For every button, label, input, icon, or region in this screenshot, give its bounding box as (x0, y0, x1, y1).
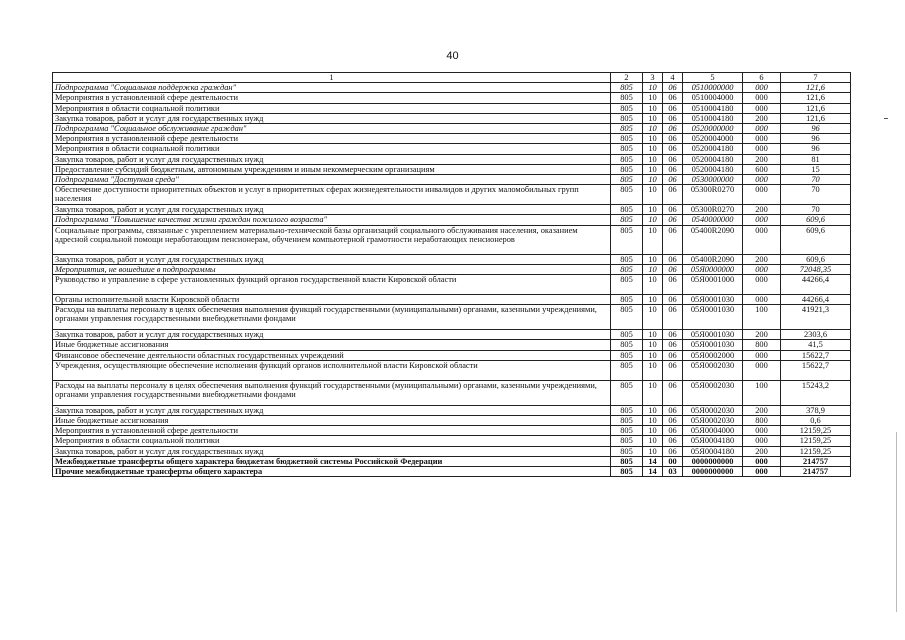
row-expense-type-cell: 000 (743, 175, 781, 185)
row-target-cell: 05Я0002030 (683, 416, 743, 426)
row-subsection-cell: 00 (663, 456, 683, 466)
row-code-cell: 805 (611, 225, 643, 254)
row-code-cell: 805 (611, 405, 643, 415)
row-subsection-cell: 06 (663, 446, 683, 456)
row-expense-type-cell: 100 (743, 380, 781, 405)
row-name-cell: Мероприятия в установленной сфере деятельности (53, 134, 611, 144)
row-section-cell: 10 (643, 360, 663, 380)
row-subsection-cell: 06 (663, 215, 683, 225)
row-amount-cell: 214757 (781, 467, 851, 477)
scan-edge-line (896, 432, 897, 612)
row-expense-type-cell: 000 (743, 185, 781, 205)
row-target-cell: 05300R0270 (683, 185, 743, 205)
row-code-cell: 805 (611, 144, 643, 154)
row-code-cell: 805 (611, 164, 643, 174)
row-code-cell: 805 (611, 254, 643, 264)
table-row (53, 113, 851, 123)
row-section-cell: 10 (643, 426, 663, 436)
row-target-cell: 05Я0001030 (683, 330, 743, 340)
row-name-cell: Иные бюджетные ассигнования (53, 416, 611, 426)
row-amount-cell: 0,6 (781, 416, 851, 426)
row-expense-type-cell: 800 (743, 340, 781, 350)
row-target-cell: 05Я0002030 (683, 360, 743, 380)
row-section-cell: 14 (643, 456, 663, 466)
row-name-cell: Закупка товаров, работ и услуг для государственных нужд (53, 205, 611, 215)
table-row (53, 205, 851, 215)
row-section-cell: 14 (643, 467, 663, 477)
row-code-cell: 805 (611, 205, 643, 215)
row-target-cell: 0510004180 (683, 113, 743, 123)
row-target-cell: 0000000000 (683, 456, 743, 466)
row-code-cell: 805 (611, 416, 643, 426)
row-expense-type-cell: 200 (743, 446, 781, 456)
row-section-cell: 10 (643, 405, 663, 415)
row-expense-type-cell: 000 (743, 103, 781, 113)
row-target-cell: 0510004000 (683, 93, 743, 103)
row-code-cell: 805 (611, 467, 643, 477)
row-name-cell: Закупка товаров, работ и услуг для государственных нужд (53, 154, 611, 164)
row-target-cell: 05400R2090 (683, 254, 743, 264)
row-name-cell: Закупка товаров, работ и услуг для государственных нужд (53, 330, 611, 340)
row-target-cell: 05300R0270 (683, 205, 743, 215)
row-name-cell: Иные бюджетные ассигнования (53, 340, 611, 350)
row-expense-type-cell: 000 (743, 275, 781, 295)
row-amount-cell: 41921,3 (781, 305, 851, 330)
row-expense-type-cell: 000 (743, 360, 781, 380)
table-row (53, 185, 851, 205)
row-name-cell: Закупка товаров, работ и услуг для государственных нужд (53, 405, 611, 415)
row-section-cell: 10 (643, 134, 663, 144)
row-amount-cell: 96 (781, 134, 851, 144)
row-amount-cell: 70 (781, 185, 851, 205)
row-expense-type-cell: 100 (743, 305, 781, 330)
row-section-cell: 10 (643, 340, 663, 350)
row-section-cell: 10 (643, 350, 663, 360)
row-amount-cell: 609,6 (781, 215, 851, 225)
row-subsection-cell: 06 (663, 154, 683, 164)
row-section-cell: 10 (643, 305, 663, 330)
row-name-cell: Расходы на выплаты персоналу в целях обеспечения выполнения функций государственными (муниципальными) органами, казенными учреждениями, органами управления государственными внебюджетными фондами (53, 305, 611, 330)
row-name-cell: Мероприятия, не вошедшие в подпрограммы (53, 264, 611, 274)
row-section-cell: 10 (643, 254, 663, 264)
page-number: 40 (446, 50, 459, 62)
row-target-cell: 0510004180 (683, 103, 743, 113)
row-section-cell: 10 (643, 103, 663, 113)
row-code-cell: 805 (611, 134, 643, 144)
row-subsection-cell: 06 (663, 113, 683, 123)
row-amount-cell: 96 (781, 144, 851, 154)
row-section-cell: 10 (643, 164, 663, 174)
row-amount-cell: 378,9 (781, 405, 851, 415)
row-subsection-cell: 06 (663, 225, 683, 254)
row-expense-type-cell: 600 (743, 164, 781, 174)
row-subsection-cell: 06 (663, 275, 683, 295)
table-row (53, 225, 851, 254)
header-cell: 1 (53, 73, 611, 83)
table-row (53, 215, 851, 225)
row-subsection-cell: 06 (663, 83, 683, 93)
row-name-cell: Расходы на выплаты персоналу в целях обеспечения выполнения функций государственными (муниципальными) органами, казенными учреждениями, органами управления государственными внебюджетными фондами (53, 380, 611, 405)
table-row (53, 360, 851, 380)
row-subsection-cell: 06 (663, 426, 683, 436)
row-expense-type-cell: 000 (743, 295, 781, 305)
row-name-cell: Закупка товаров, работ и услуг для государственных нужд (53, 254, 611, 264)
row-code-cell: 805 (611, 175, 643, 185)
row-amount-cell: 121,6 (781, 113, 851, 123)
row-amount-cell: 44266,4 (781, 275, 851, 295)
row-expense-type-cell: 000 (743, 467, 781, 477)
table-row (53, 295, 851, 305)
table-row (53, 175, 851, 185)
row-amount-cell: 121,6 (781, 83, 851, 93)
row-subsection-cell: 06 (663, 205, 683, 215)
row-subsection-cell: 06 (663, 134, 683, 144)
row-code-cell: 805 (611, 446, 643, 456)
row-name-cell: Подпрограмма "Социальная поддержка граждан" (53, 83, 611, 93)
row-expense-type-cell: 000 (743, 124, 781, 134)
row-section-cell: 10 (643, 275, 663, 295)
row-expense-type-cell: 000 (743, 93, 781, 103)
row-amount-cell: 15 (781, 164, 851, 174)
table-row (53, 426, 851, 436)
row-expense-type-cell: 000 (743, 436, 781, 446)
row-section-cell: 10 (643, 144, 663, 154)
row-code-cell: 805 (611, 113, 643, 123)
row-code-cell: 805 (611, 436, 643, 446)
table-row (53, 124, 851, 134)
table-row (53, 164, 851, 174)
row-target-cell: 0520004180 (683, 144, 743, 154)
scan-mark (884, 118, 888, 119)
row-subsection-cell: 03 (663, 467, 683, 477)
row-code-cell: 805 (611, 330, 643, 340)
row-name-cell: Органы исполнительной власти Кировской области (53, 295, 611, 305)
row-subsection-cell: 06 (663, 164, 683, 174)
row-amount-cell: 2303,6 (781, 330, 851, 340)
row-subsection-cell: 06 (663, 254, 683, 264)
row-expense-type-cell: 200 (743, 154, 781, 164)
row-section-cell: 10 (643, 446, 663, 456)
row-target-cell: 0520004000 (683, 134, 743, 144)
row-section-cell: 10 (643, 295, 663, 305)
row-section-cell: 10 (643, 436, 663, 446)
row-code-cell: 805 (611, 340, 643, 350)
table-header-row (53, 73, 851, 83)
row-expense-type-cell: 000 (743, 350, 781, 360)
row-target-cell: 05400R2090 (683, 225, 743, 254)
table-row (53, 380, 851, 405)
row-subsection-cell: 06 (663, 264, 683, 274)
row-target-cell: 0510000000 (683, 83, 743, 93)
row-section-cell: 10 (643, 93, 663, 103)
row-name-cell: Учреждения, осуществляющие обеспечение исполнения функций органов исполнительной власти Кировской области (53, 360, 611, 380)
row-code-cell: 805 (611, 350, 643, 360)
row-name-cell: Мероприятия в установленной сфере деятельности (53, 93, 611, 103)
row-name-cell: Закупка товаров, работ и услуг для государственных нужд (53, 113, 611, 123)
row-target-cell: 0520000000 (683, 124, 743, 134)
row-target-cell: 05Я0004180 (683, 446, 743, 456)
table-row (53, 350, 851, 360)
row-code-cell: 805 (611, 264, 643, 274)
table-row (53, 134, 851, 144)
header-cell: 7 (781, 73, 851, 83)
row-code-cell: 805 (611, 360, 643, 380)
row-target-cell: 05Я0001000 (683, 275, 743, 295)
row-expense-type-cell: 000 (743, 426, 781, 436)
row-section-cell: 10 (643, 185, 663, 205)
row-name-cell: Прочие межбюджетные трансферты общего характера (53, 467, 611, 477)
row-name-cell: Подпрограмма "Социальное обслуживание граждан" (53, 124, 611, 134)
row-amount-cell: 609,6 (781, 254, 851, 264)
row-subsection-cell: 06 (663, 350, 683, 360)
row-amount-cell: 15622,7 (781, 350, 851, 360)
table-row (53, 154, 851, 164)
table-row (53, 254, 851, 264)
row-target-cell: 05Я0000000 (683, 264, 743, 274)
row-target-cell: 05Я0002030 (683, 405, 743, 415)
row-target-cell: 0520004180 (683, 164, 743, 174)
row-expense-type-cell: 000 (743, 264, 781, 274)
row-amount-cell: 609,6 (781, 225, 851, 254)
header-cell: 5 (683, 73, 743, 83)
table-row (53, 405, 851, 415)
row-code-cell: 805 (611, 426, 643, 436)
row-section-cell: 10 (643, 380, 663, 405)
table-row (53, 456, 851, 466)
row-code-cell: 805 (611, 154, 643, 164)
row-subsection-cell: 06 (663, 436, 683, 446)
row-section-cell: 10 (643, 264, 663, 274)
row-amount-cell: 70 (781, 205, 851, 215)
row-target-cell: 0540000000 (683, 215, 743, 225)
row-target-cell: 05Я0004000 (683, 426, 743, 436)
row-subsection-cell: 06 (663, 144, 683, 154)
row-name-cell: Мероприятия в области социальной политики (53, 144, 611, 154)
row-code-cell: 805 (611, 83, 643, 93)
row-name-cell: Подпрограмма "Повышение качества жизни граждан пожилого возраста" (53, 215, 611, 225)
row-section-cell: 10 (643, 205, 663, 215)
table-row (53, 416, 851, 426)
row-subsection-cell: 06 (663, 93, 683, 103)
row-target-cell: 0530000000 (683, 175, 743, 185)
row-code-cell: 805 (611, 93, 643, 103)
row-subsection-cell: 06 (663, 416, 683, 426)
row-subsection-cell: 06 (663, 295, 683, 305)
row-section-cell: 10 (643, 416, 663, 426)
row-expense-type-cell: 000 (743, 215, 781, 225)
row-name-cell: Закупка товаров, работ и услуг для государственных нужд (53, 446, 611, 456)
row-name-cell: Мероприятия в области социальной политики (53, 103, 611, 113)
row-code-cell: 805 (611, 275, 643, 295)
row-name-cell: Мероприятия в области социальной политики (53, 436, 611, 446)
row-name-cell: Предоставление субсидий бюджетным, автономным учреждениям и иным некоммерческим организациям (53, 164, 611, 174)
row-target-cell: 05Я0002030 (683, 380, 743, 405)
row-subsection-cell: 06 (663, 405, 683, 415)
table-row (53, 467, 851, 477)
row-expense-type-cell: 200 (743, 205, 781, 215)
row-expense-type-cell: 800 (743, 416, 781, 426)
row-subsection-cell: 06 (663, 380, 683, 405)
row-section-cell: 10 (643, 124, 663, 134)
row-subsection-cell: 06 (663, 185, 683, 205)
row-subsection-cell: 06 (663, 175, 683, 185)
table-row (53, 436, 851, 446)
row-amount-cell: 121,6 (781, 93, 851, 103)
header-cell: 2 (611, 73, 643, 83)
header-cell: 6 (743, 73, 781, 83)
table-row (53, 446, 851, 456)
row-expense-type-cell: 000 (743, 225, 781, 254)
row-name-cell: Социальные программы, связанные с укреплением материально-технической базы организаций социального обслуживания населения, оказанием адресной социальной помощи неработающим пенсионерам, обучением компьютерной грамотности неработающих пенсионеров (53, 225, 611, 254)
row-name-cell: Обеспечение доступности приоритетных объектов и услуг в приоритетных сферах жизнедеятельности инвалидов и других маломобильных групп населения (53, 185, 611, 205)
row-name-cell: Мероприятия в установленной сфере деятельности (53, 426, 611, 436)
row-code-cell: 805 (611, 456, 643, 466)
row-subsection-cell: 06 (663, 305, 683, 330)
row-amount-cell: 81 (781, 154, 851, 164)
row-code-cell: 805 (611, 215, 643, 225)
row-amount-cell: 12159,25 (781, 426, 851, 436)
row-target-cell: 05Я0001030 (683, 305, 743, 330)
row-name-cell: Подпрограмма "Доступная среда" (53, 175, 611, 185)
table-row (53, 305, 851, 330)
row-target-cell: 0000000000 (683, 467, 743, 477)
row-subsection-cell: 06 (663, 340, 683, 350)
row-subsection-cell: 06 (663, 360, 683, 380)
budget-table (52, 72, 851, 477)
table-row (53, 330, 851, 340)
row-amount-cell: 96 (781, 124, 851, 134)
row-amount-cell: 41,5 (781, 340, 851, 350)
row-subsection-cell: 06 (663, 103, 683, 113)
row-section-cell: 10 (643, 113, 663, 123)
header-cell: 3 (643, 73, 663, 83)
row-code-cell: 805 (611, 305, 643, 330)
row-code-cell: 805 (611, 103, 643, 113)
row-name-cell: Руководство и управление в сфере установленных функций органов государственной власти Кировской области (53, 275, 611, 295)
row-target-cell: 05Я0001030 (683, 295, 743, 305)
row-expense-type-cell: 000 (743, 144, 781, 154)
row-code-cell: 805 (611, 295, 643, 305)
row-expense-type-cell: 000 (743, 83, 781, 93)
table-row (53, 340, 851, 350)
header-cell: 4 (663, 73, 683, 83)
row-section-cell: 10 (643, 330, 663, 340)
row-expense-type-cell: 200 (743, 113, 781, 123)
row-code-cell: 805 (611, 380, 643, 405)
table-row (53, 93, 851, 103)
row-subsection-cell: 06 (663, 124, 683, 134)
row-expense-type-cell: 000 (743, 456, 781, 466)
row-amount-cell: 214757 (781, 456, 851, 466)
row-section-cell: 10 (643, 83, 663, 93)
row-amount-cell: 121,6 (781, 103, 851, 113)
row-name-cell: Межбюджетные трансферты общего характера бюджетам бюджетной системы Российской Федерации (53, 456, 611, 466)
row-amount-cell: 72048,35 (781, 264, 851, 274)
table-row (53, 83, 851, 93)
row-code-cell: 805 (611, 185, 643, 205)
row-expense-type-cell: 200 (743, 405, 781, 415)
row-target-cell: 05Я0002000 (683, 350, 743, 360)
row-expense-type-cell: 200 (743, 254, 781, 264)
row-amount-cell: 12159,25 (781, 446, 851, 456)
row-amount-cell: 70 (781, 175, 851, 185)
row-target-cell: 05Я0004180 (683, 436, 743, 446)
table-row (53, 275, 851, 295)
table-row (53, 264, 851, 274)
row-section-cell: 10 (643, 154, 663, 164)
row-subsection-cell: 06 (663, 330, 683, 340)
row-target-cell: 05Я0001030 (683, 340, 743, 350)
row-amount-cell: 12159,25 (781, 436, 851, 446)
table-body (53, 73, 851, 477)
row-section-cell: 10 (643, 215, 663, 225)
row-expense-type-cell: 200 (743, 330, 781, 340)
row-amount-cell: 15622,7 (781, 360, 851, 380)
row-code-cell: 805 (611, 124, 643, 134)
row-section-cell: 10 (643, 225, 663, 254)
row-amount-cell: 15243,2 (781, 380, 851, 405)
row-section-cell: 10 (643, 175, 663, 185)
row-name-cell: Финансовое обеспечение деятельности областных государственных учреждений (53, 350, 611, 360)
table-row (53, 103, 851, 113)
row-expense-type-cell: 000 (743, 134, 781, 144)
row-target-cell: 0520004180 (683, 154, 743, 164)
table-row (53, 144, 851, 154)
row-amount-cell: 44266,4 (781, 295, 851, 305)
